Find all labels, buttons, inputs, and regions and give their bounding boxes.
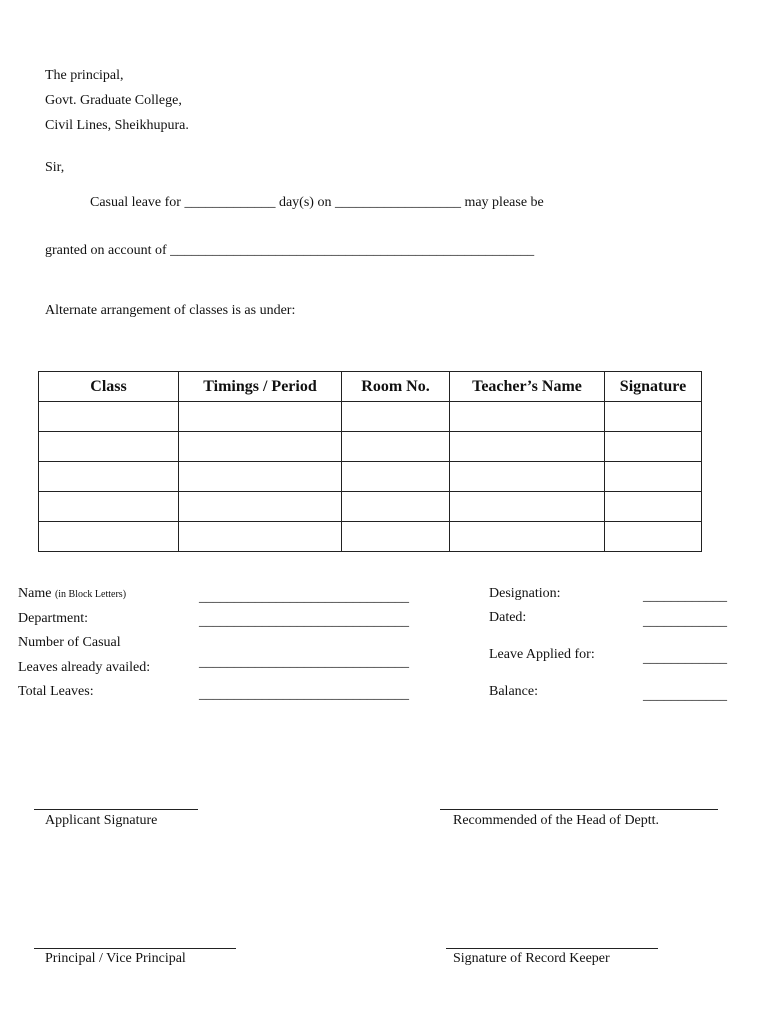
record-keeper-signature-label: Signature of Record Keeper	[453, 951, 610, 966]
table-row	[39, 522, 702, 552]
table-cell[interactable]	[179, 522, 342, 552]
table-cell[interactable]	[179, 402, 342, 432]
name-label: Name (in Block Letters)	[18, 586, 127, 601]
address-line-3: Civil Lines, Sheikhupura.	[45, 118, 189, 133]
arrangement-table	[38, 371, 702, 552]
address-line-1: The principal,	[45, 68, 124, 83]
name-note: (in Block Letters)	[54, 589, 127, 600]
name-field[interactable]: ______________________________	[199, 590, 409, 605]
table-cell[interactable]	[342, 522, 450, 552]
header-signature: Signature	[605, 372, 702, 402]
salutation: Sir,	[45, 160, 65, 175]
header-timings: Timings / Period	[179, 372, 342, 402]
table-cell[interactable]	[342, 462, 450, 492]
head-signature-line[interactable]	[440, 809, 718, 810]
table-cell[interactable]	[605, 402, 702, 432]
table-row	[39, 462, 702, 492]
principal-signature-line[interactable]	[34, 948, 236, 949]
table-cell[interactable]	[39, 522, 179, 552]
table-cell[interactable]	[605, 462, 702, 492]
dated-field[interactable]: ____________	[643, 614, 727, 629]
address-line-2: Govt. Graduate College,	[45, 93, 182, 108]
table-cell[interactable]	[179, 492, 342, 522]
table-row	[39, 402, 702, 432]
applicant-signature-line[interactable]	[34, 809, 198, 810]
table-cell[interactable]	[342, 432, 450, 462]
table-row	[39, 432, 702, 462]
arrangement-heading: Alternate arrangement of classes is as under:	[45, 303, 296, 318]
table-header-row	[39, 372, 702, 402]
principal-signature-label: Principal / Vice Principal	[45, 951, 186, 966]
department-label: Department:	[18, 611, 88, 626]
leave-applied-field[interactable]: ____________	[643, 651, 727, 666]
table-cell[interactable]	[450, 462, 605, 492]
casual-leaves-field[interactable]: ______________________________	[199, 655, 409, 670]
table-cell[interactable]	[450, 432, 605, 462]
total-leaves-field[interactable]: ______________________________	[199, 687, 409, 702]
table-row	[39, 492, 702, 522]
table-cell[interactable]	[179, 462, 342, 492]
table-cell[interactable]	[342, 402, 450, 432]
table-cell[interactable]	[39, 402, 179, 432]
leave-applied-label: Leave Applied for:	[489, 647, 595, 662]
applicant-signature-label: Applicant Signature	[45, 813, 158, 828]
dated-label: Dated:	[489, 610, 527, 625]
table-cell[interactable]	[450, 522, 605, 552]
body-line-2: granted on account of ____________________________________________________	[45, 243, 535, 258]
table-cell[interactable]	[450, 492, 605, 522]
table-cell[interactable]	[39, 462, 179, 492]
table-cell[interactable]	[605, 432, 702, 462]
table-cell[interactable]	[605, 522, 702, 552]
record-keeper-signature-line[interactable]	[446, 948, 658, 949]
table-cell[interactable]	[605, 492, 702, 522]
casual-leaves-label-1: Number of Casual	[18, 635, 121, 650]
table-cell[interactable]	[342, 492, 450, 522]
total-leaves-label: Total Leaves:	[18, 684, 94, 699]
table-cell[interactable]	[179, 432, 342, 462]
table-cell[interactable]	[39, 432, 179, 462]
table-cell[interactable]	[450, 402, 605, 432]
header-teacher: Teacher’s Name	[450, 372, 605, 402]
balance-label: Balance:	[489, 684, 538, 699]
body-line-1: Casual leave for _____________ day(s) on __________________ may please be	[90, 195, 544, 210]
casual-leaves-label-2: Leaves already availed:	[18, 660, 151, 675]
balance-field[interactable]: ____________	[643, 688, 727, 703]
table-cell[interactable]	[39, 492, 179, 522]
designation-field[interactable]: ____________	[643, 589, 727, 604]
designation-label: Designation:	[489, 586, 561, 601]
header-class: Class	[39, 372, 179, 402]
department-field[interactable]: ______________________________	[199, 614, 409, 629]
header-room: Room No.	[342, 372, 450, 402]
head-signature-label: Recommended of the Head of Deptt.	[453, 813, 660, 828]
